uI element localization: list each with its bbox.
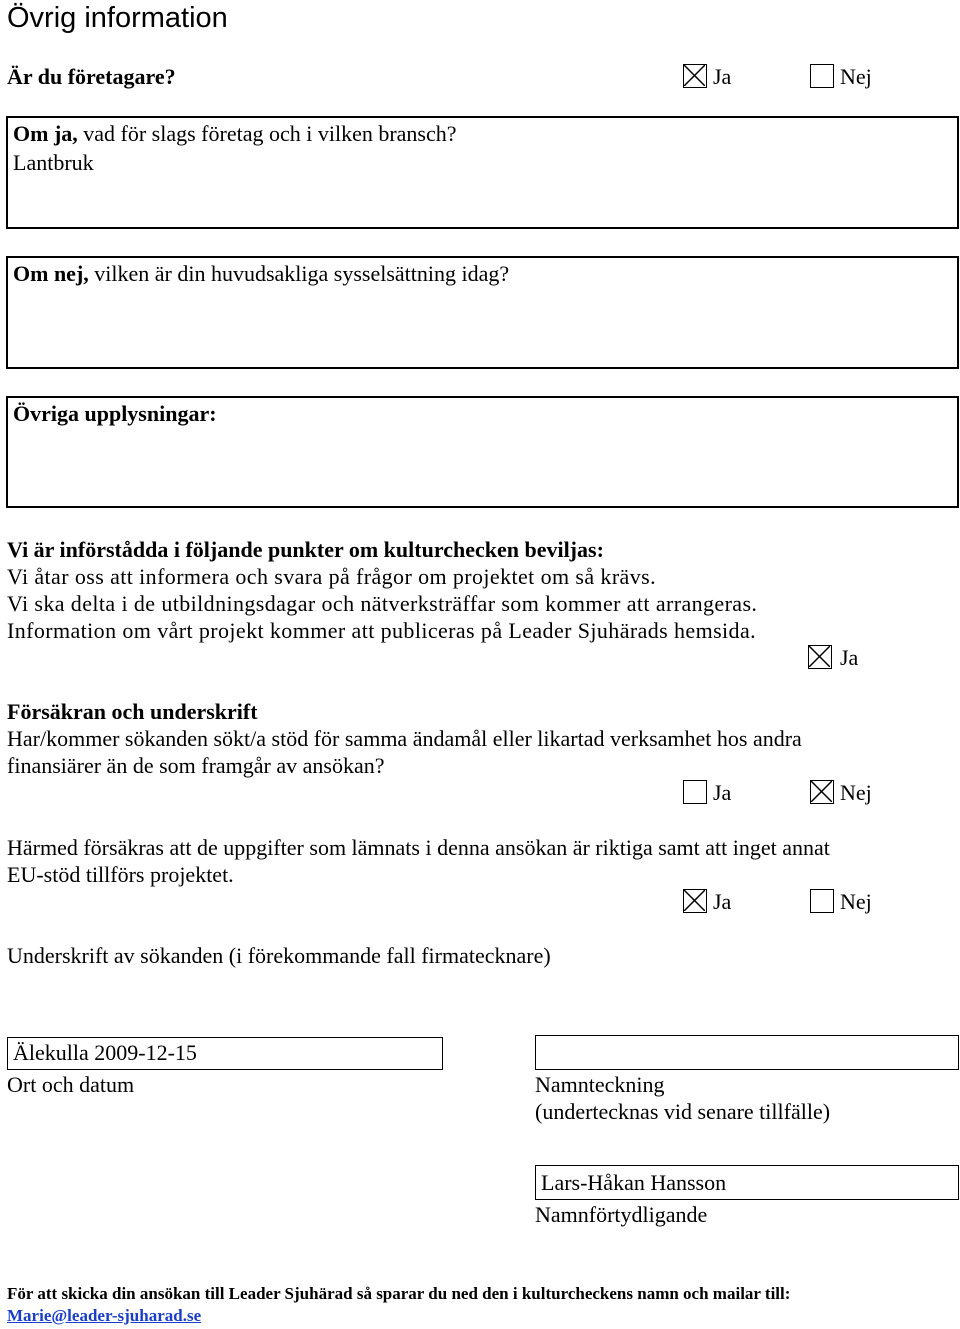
assurance-q2-line1: Härmed försäkras att de uppgifter som lämnats i denna ansökan är riktiga samt att inget annat (7, 835, 830, 860)
signature-field[interactable] (535, 1035, 959, 1070)
company-no-checkbox[interactable] (810, 64, 834, 88)
assurance-q1-yes-label: Ja (713, 780, 732, 805)
company-question: Är du företagare? (7, 64, 176, 89)
page-title: Övrig information (7, 2, 228, 34)
signature-label: Namnteckning (535, 1072, 665, 1097)
agreement-line-2: Vi ska delta i de utbildningsdagar och nätverksträffar som kommer att arrangeras. (7, 591, 758, 616)
assurance-q2-no-label: Nej (840, 889, 872, 914)
company-no-label: Nej (840, 64, 872, 89)
company-yes-checkbox[interactable] (683, 64, 707, 88)
name-label: Namnförtydligande (535, 1202, 708, 1227)
if-no-label: Om nej, vilken är din huvudsakliga sysselsättning idag? (13, 261, 510, 286)
signature-heading: Underskrift av sökanden (i förekommande fall firmatecknare) (7, 943, 551, 968)
signature-note: (undertecknas vid senare tillfälle) (535, 1099, 831, 1124)
agreement-line-3: Information om vårt projekt kommer att publiceras på Leader Sjuhärads hemsida. (7, 618, 757, 643)
assurance-q1-no-label: Nej (840, 780, 872, 805)
assurance-q1-yes-checkbox[interactable] (683, 780, 707, 804)
footer-text: För att skicka din ansökan till Leader Sjuhärad så sparar du ned den i kulturcheckens namn och mailar till: (7, 1284, 791, 1303)
place-date-field[interactable]: Älekulla 2009-12-15 (7, 1037, 443, 1070)
assurance-q2-line2: EU-stöd tillförs projektet. (7, 862, 234, 887)
if-yes-label: Om ja, vad för slags företag och i vilken bransch? (13, 121, 457, 146)
check-x-icon (684, 65, 705, 86)
assurance-heading: Försäkran och underskrift (7, 699, 258, 724)
assurance-q1-no-checkbox[interactable] (810, 780, 834, 804)
company-yes-label: Ja (713, 64, 732, 89)
assurance-q2-no-checkbox[interactable] (810, 889, 834, 913)
check-x-icon (811, 781, 832, 802)
assurance-q1-line2: finansiärer än de som framgår av ansökan? (7, 753, 385, 778)
agreement-yes-checkbox[interactable] (808, 645, 832, 669)
if-yes-answer[interactable]: Lantbruk (13, 150, 94, 175)
agreement-yes-label: Ja (840, 645, 859, 670)
footer-email-link[interactable]: Marie@leader-sjuharad.se (7, 1306, 202, 1325)
assurance-q1-line1: Har/kommer sökanden sökt/a stöd för samma ändamål eller likartad verksamhet hos andra (7, 726, 802, 751)
assurance-q2-yes-checkbox[interactable] (683, 889, 707, 913)
agreement-line-1: Vi åtar oss att informera och svara på frågor om projektet om så krävs. (7, 564, 656, 589)
place-date-label: Ort och datum (7, 1072, 135, 1097)
other-info-label: Övriga upplysningar: (13, 401, 217, 426)
name-field[interactable]: Lars-Håkan Hansson (535, 1165, 959, 1200)
check-x-icon (809, 646, 830, 667)
check-x-icon (684, 890, 705, 911)
agreement-heading: Vi är införstådda i följande punkter om kulturchecken beviljas: (7, 537, 604, 562)
assurance-q2-yes-label: Ja (713, 889, 732, 914)
